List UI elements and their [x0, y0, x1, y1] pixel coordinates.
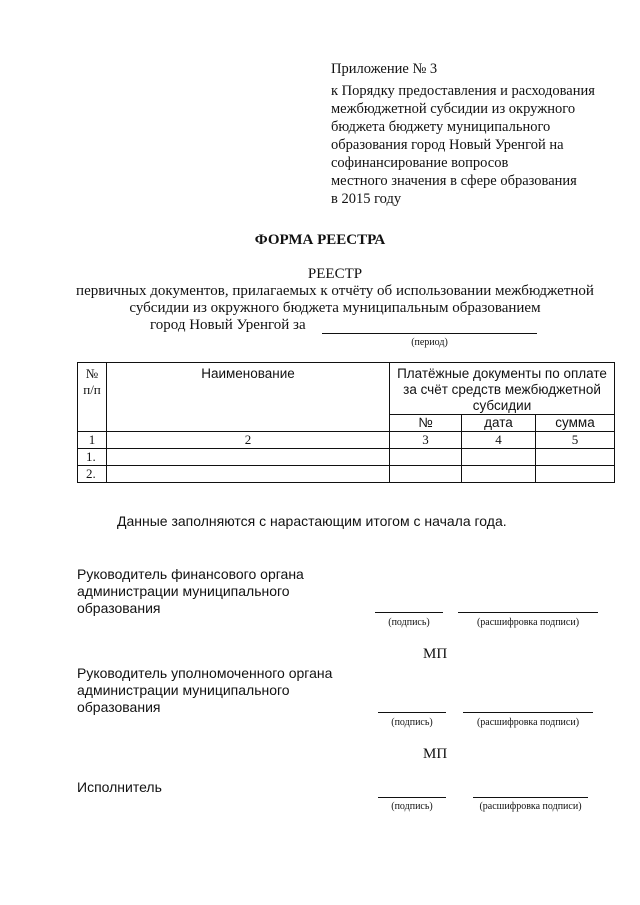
appendix-line: местного значения в сфере образования: [331, 173, 577, 189]
col-header-number: № п/п: [78, 363, 107, 432]
decoding-line[interactable]: [473, 797, 588, 798]
row-date-cell[interactable]: [462, 449, 536, 466]
appendix-line: софинансирование вопросов: [331, 155, 509, 171]
signature-caption: (подпись): [391, 717, 433, 728]
signature-label-line: Руководитель финансового органа: [77, 566, 304, 582]
signature-line[interactable]: [378, 797, 446, 798]
decoding-caption: (расшифровка подписи): [476, 617, 580, 628]
registry-line: субсидии из окружного бюджета муниципальным образованием: [129, 300, 541, 316]
row-doc-number-cell[interactable]: [390, 449, 462, 466]
signature-label-line: образования: [77, 600, 161, 616]
appendix-title: Приложение № 3: [331, 61, 438, 77]
table-row: [78, 466, 615, 483]
row-name-cell[interactable]: [107, 449, 390, 466]
signature-caption: (подпись): [391, 801, 433, 812]
sub-header-number: №: [390, 415, 462, 432]
form-title: ФОРМА РЕЕСТРА: [254, 232, 386, 248]
row-name-cell[interactable]: [107, 466, 390, 483]
index-cell: 2: [107, 432, 390, 449]
index-cell: 1: [78, 432, 107, 449]
row-doc-number-cell[interactable]: [390, 466, 462, 483]
signature-caption: (подпись): [388, 617, 430, 628]
appendix-line: к Порядку предоставления и расходования: [331, 83, 595, 99]
registry-line: первичных документов, прилагаемых к отчёту об использовании межбюджетной: [76, 283, 594, 299]
appendix-line: образования город Новый Уренгой на: [331, 137, 564, 153]
row-sum-cell[interactable]: [536, 466, 615, 483]
index-cell: 3: [390, 432, 462, 449]
registry-table: [77, 362, 615, 483]
executor-label: Исполнитель: [77, 779, 162, 795]
stamp-label: МП: [423, 646, 448, 662]
finance-head-label: [77, 566, 304, 617]
signature-label-line: администрации муниципального: [77, 682, 290, 698]
table-row: [78, 449, 615, 466]
signature-line[interactable]: [375, 612, 443, 613]
registry-line: город Новый Уренгой за: [150, 317, 306, 333]
row-number: 1.: [78, 449, 107, 466]
cumulative-note: Данные заполняются с нарастающим итогом с начала года.: [117, 513, 507, 529]
registry-heading: [40, 266, 630, 334]
appendix-line: в 2015 году: [331, 191, 402, 207]
signature-label-line: образования: [77, 699, 161, 715]
registry-title: РЕЕСТР: [307, 266, 363, 282]
signature-label-line: Руководитель уполномоченного органа: [77, 665, 333, 681]
decoding-line[interactable]: [458, 612, 598, 613]
signature-label-line: администрации муниципального: [77, 583, 290, 599]
index-cell: 5: [536, 432, 615, 449]
sub-header-date: дата: [462, 415, 536, 432]
decoding-line[interactable]: [463, 712, 593, 713]
index-cell: 4: [462, 432, 536, 449]
period-field-line[interactable]: [322, 333, 537, 334]
stamp-label: МП: [423, 746, 448, 762]
appendix-block: [331, 60, 631, 208]
appendix-line: межбюджетной субсидии из окружного: [331, 101, 576, 117]
period-caption: (период): [411, 337, 448, 348]
signature-line[interactable]: [378, 712, 446, 713]
row-date-cell[interactable]: [462, 466, 536, 483]
col-header-payment: Платёжные документы по оплате за счёт средств межбюджетной субсидии: [390, 363, 615, 415]
decoding-caption: (расшифровка подписи): [476, 717, 580, 728]
appendix-line: бюджета бюджету муниципального: [331, 119, 551, 135]
sub-header-sum: сумма: [536, 415, 615, 432]
decoding-caption: (расшифровка подписи): [479, 801, 582, 812]
row-number: 2.: [78, 466, 107, 483]
row-sum-cell[interactable]: [536, 449, 615, 466]
col-header-name: Наименование: [107, 363, 390, 432]
authorized-head-label: [77, 665, 332, 716]
